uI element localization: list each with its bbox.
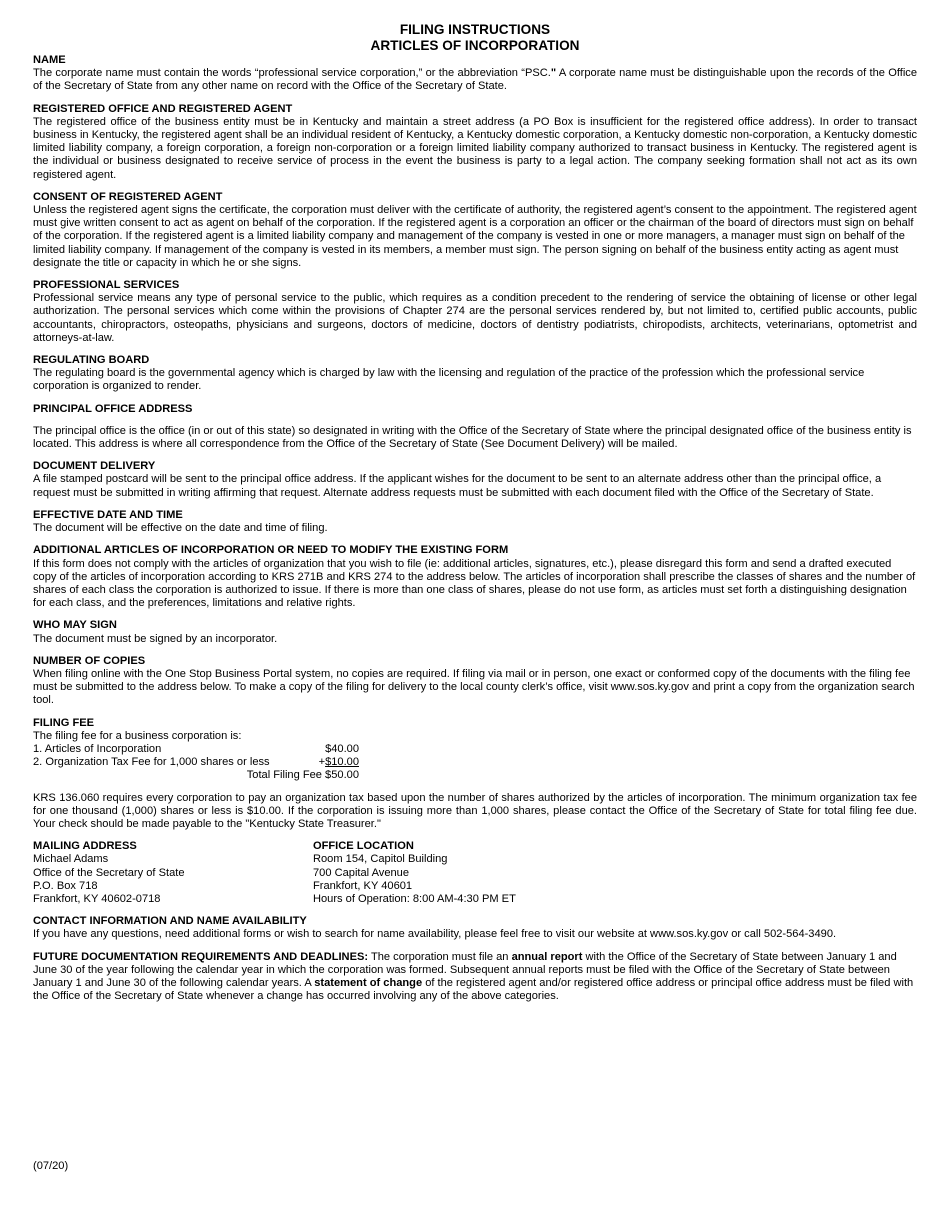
section-principal-office: [33, 403, 917, 452]
section-consent: [33, 191, 917, 270]
section-heading: EFFECTIVE DATE AND TIME: [33, 508, 183, 521]
fee-table: [33, 743, 917, 783]
mailing-address-line: Michael Adams: [33, 853, 109, 866]
section-text: The principal office is the office (in or out of this state) so designated in writing with the Office of the Secretary of State where the principal designated office of the business entity is located. This address is where all correspondence from the Office of the Secretary of State (See Document Delivery) will be mailed.: [33, 424, 912, 451]
form-revision-code: (07/20): [33, 1160, 69, 1172]
mailing-address-line: P.O. Box 718: [33, 879, 98, 892]
section-heading: PROFESSIONAL SERVICES: [33, 279, 180, 292]
section-effective-date: [33, 509, 917, 535]
fee-row-organization-tax: [33, 756, 359, 769]
section-heading: DOCUMENT DELIVERY: [33, 460, 156, 473]
section-text: [33, 951, 917, 1004]
section-number-of-copies: [33, 655, 917, 708]
future-annual-report: annual report: [511, 950, 583, 963]
fee-plus-sign: +: [318, 756, 326, 769]
section-filing-fee: [33, 717, 917, 832]
fee-amount: [299, 756, 359, 769]
fee-row-articles: [33, 743, 359, 756]
section-text: Unless the registered agent signs the certificate, the corporation must deliver with the certificate of authority, the registered agent’s consent to the appointment. The registered agent must give written consent to act as agent on behalf of the corporation. If the registered agent is a corporation an officer or the chairman of the board of directors must sign on behalf of the corporation. If the registered agent is a limited liability company and management of the company is vested in one or more managers, a manager must sign on behalf of the limited liability company. If management of the company is vested in its members, a member must sign. The person signing on behalf of the business entity acting as agent must designate the title or capacity in which he or she signs.: [33, 204, 917, 269]
section-text: The document will be effective on the date and time of filing.: [33, 522, 328, 535]
section-regulating-board: [33, 354, 917, 394]
address-columns: [33, 840, 917, 906]
fee-note: KRS 136.060 requires every corporation to pay an organization tax based upon the number of shares authorized by the articles of incorporation. The minimum organization tax fee for one thousand (1,000) shares or less is $10.00. If the corporation is issuing more than 1,000 shares, please contact the Office of the Secretary of State for total filing fee due. Your check should be made payable to the "Kentucky State Treasurer.": [33, 791, 917, 830]
section-additional-articles: [33, 544, 917, 610]
section-heading: REGISTERED OFFICE AND REGISTERED AGENT: [33, 102, 293, 115]
section-heading: NAME: [33, 54, 66, 66]
section-heading: FUTURE DOCUMENTATION REQUIREMENTS AND DEADLINES:: [33, 950, 369, 963]
page-title-line2: ARTICLES OF INCORPORATION: [370, 38, 580, 53]
fee-total: Total Filing Fee $50.00: [246, 769, 359, 782]
fee-amount: $40.00: [325, 742, 359, 755]
name-text-quote: ": [550, 67, 557, 80]
office-location-line: Frankfort, KY 40601: [313, 879, 413, 892]
section-heading: ADDITIONAL ARTICLES OF INCORPORATION OR NEED TO MODIFY THE EXISTING FORM: [33, 544, 509, 557]
spacer: [33, 783, 917, 792]
fee-intro: The filing fee for a business corporation is:: [33, 729, 242, 742]
page-title-line1: FILING INSTRUCTIONS: [399, 22, 551, 37]
future-text-a: The corporation must file an: [368, 950, 512, 963]
future-text-c: of the registered agent and/or registered office address or principal office address must be filed with the Office of the Secretary of State whenever a change has occurred involving any of the above categories.: [33, 976, 914, 1003]
section-heading: WHO MAY SIGN: [33, 619, 117, 632]
section-heading: CONTACT INFORMATION AND NAME AVAILABILITY: [33, 915, 307, 928]
document-page: [33, 22, 917, 1012]
office-location-heading: OFFICE LOCATION: [313, 840, 414, 853]
section-registered-office: [33, 103, 917, 182]
section-text: If you have any questions, need additional forms or wish to search for name availability, please feel free to visit our website at www.sos.ky.gov or call 502-564-3490.: [33, 928, 837, 941]
section-text: The registered office of the business entity must be in Kentucky and maintain a street address (a PO Box is insufficient for the registered office address). In order to transact business in Kentucky, the registered agent shall be an individual resident of Kentucky, a Kentucky domestic corporation, a Kentucky domestic non-corporation, a Kentucky domestic limited liability company, a foreign corporation, a foreign non-corporation or a foreign limited liability company authorized to transact business in Kentucky. The registered agent is the individual or business designated to receive service of process in the event the business is party to a legal action. The company seeking formation shall not act as its own registered agent.: [33, 115, 917, 181]
spacer: [33, 416, 917, 425]
future-statement-of-change: statement of change: [314, 976, 423, 989]
office-location-line: 700 Capital Avenue: [313, 866, 410, 879]
section-future-requirements: [33, 951, 917, 1004]
section-heading: PRINCIPAL OFFICE ADDRESS: [33, 402, 193, 415]
section-text: Professional service means any type of personal service to the public, which requires as a condition precedent to the rendering of service the obtaining of license or other legal authorization. The personal services which come within the provisions of Chapter 274 are the personal services rendered by, but not limited to, certified public accounts, public accountants, chiropractors, osteopaths, physicians and surgeons, doctors of medicine, doctors of dentistry podiatrists, chiropodists, architects, veterinarians, optometrist and attorneys-at-law.: [33, 292, 917, 344]
fee-label: 2. Organization Tax Fee for 1,000 shares or less: [33, 756, 270, 769]
office-location-line: Hours of Operation: 8:00 AM-4:30 PM ET: [313, 892, 516, 905]
name-text-a: The corporate name must contain the words “professional service corporation,” or the abbreviation “PSC.: [33, 67, 551, 80]
mailing-address: [33, 840, 313, 906]
section-heading: NUMBER OF COPIES: [33, 654, 146, 667]
section-text: [33, 67, 917, 93]
section-heading: CONSENT OF REGISTERED AGENT: [33, 190, 223, 203]
name-text-c: A corporate name must be distinguishable upon the records of the Office of the Secretary of State from any other name on record with the Office of the Secretary of State.: [33, 67, 918, 93]
mailing-address-line: Frankfort, KY 40602-0718: [33, 892, 161, 905]
section-name: [33, 54, 917, 94]
section-heading: REGULATING BOARD: [33, 354, 150, 367]
mailing-address-line: Office of the Secretary of State: [33, 866, 185, 879]
section-text: If this form does not comply with the articles of organization that you wish to file (ie: additional articles, signatures, etc.), please disregard this form and send a drafted executed copy of the articles of incorporation according to KRS 271B and KRS 274 to the address below. The articles of incorporation shall prescribe the classes of shares and the number of shares of each class the corporation is authorized to issue. If there is more than one class of shares, please do not use form, as articles must set forth a distinguishing designation for each class, and the preferences, limitations and relative rights.: [33, 557, 916, 610]
fee-label: 1. Articles of Incorporation: [33, 742, 162, 755]
section-contact: [33, 915, 917, 941]
office-location: [313, 840, 613, 906]
section-text: The regulating board is the governmental agency which is charged by law with the licensing and regulation of the practice of the profession which the professional service corporation is organized to render.: [33, 367, 865, 393]
section-text: When filing online with the One Stop Business Portal system, no copies are required. If filing via mail or in person, one exact or conformed copy of the documents with the filing fee must be submitted to the address below. To make a copy of the filing for delivery to the local county clerk’s office, visit www.sos.ky.gov and print a copy from the organization search tool.: [33, 667, 915, 707]
section-heading: FILING FEE: [33, 716, 95, 729]
section-professional-services: [33, 279, 917, 345]
future-text-b: with the Office of the Secretary of State between January 1 and June 30 of the year following the calendar year in which the corporation was formed. Subsequent annual reports must be filed with the Office of the Secretary of State between January 1 and June 30 of the following calendar years. A: [33, 950, 897, 989]
section-who-may-sign: [33, 619, 917, 645]
office-location-line: Room 154, Capitol Building: [313, 853, 448, 866]
mailing-address-heading: MAILING ADDRESS: [33, 840, 137, 853]
section-text: A file stamped postcard will be sent to the principal office address. If the applicant wishes for the document to be sent to an alternate address other than the principal office, a request must be submitted in writing affirming that request. Alternate address requests must be submitted with each document filed with the Office of the Secretary of State.: [33, 473, 882, 499]
fee-amount-value: $10.00: [325, 756, 359, 769]
section-text: The document must be signed by an incorporator.: [33, 632, 278, 645]
section-document-delivery: [33, 460, 917, 500]
